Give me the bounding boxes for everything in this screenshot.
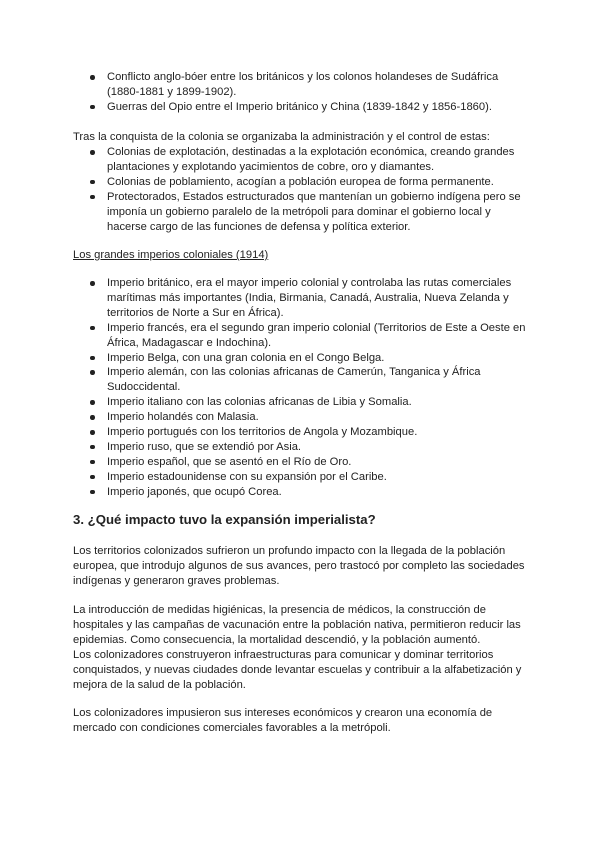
section-title: 3. ¿Qué impacto tuvo la expansión imperialista? [73, 512, 376, 527]
list-item: Imperio Belga, con una gran colonia en el Congo Belga. [73, 351, 533, 366]
list-item: Imperio ruso, que se extendió por Asia. [73, 440, 533, 455]
list-item: Imperio estadounidense con su expansión por el Caribe. [73, 470, 533, 485]
empires-heading: Los grandes imperios coloniales (1914) [73, 249, 269, 261]
list-item: Imperio francés, era el segundo gran imperio colonial (Territorios de Este a Oeste en África, Madagascar e Indochina). [73, 321, 533, 351]
conflicts-list [73, 70, 533, 115]
list-item: Guerras del Opio entre el Imperio británico y China (1839-1842 y 1856-1860). [73, 100, 533, 115]
paragraph: Los territorios colonizados sufrieron un profundo impacto con la llegada de la población europea, que introdujo algunos de sus avances, pero trastocó por completo las sociedades indígenas y generaron graves problemas. [73, 545, 525, 587]
paragraph: Los colonizadores impusieron sus intereses económicos y crearon una economía de mercado con condiciones comerciales favorables a la metrópoli. [73, 707, 493, 734]
empires-list [73, 276, 533, 500]
colony-types-list [73, 145, 533, 234]
list-item: Imperio japonés, que ocupó Corea. [73, 485, 533, 500]
list-item: Imperio español, que se asentó en el Río de Oro. [73, 455, 533, 470]
list-item: Conflicto anglo-bóer entre los británicos y los colonos holandeses de Sudáfrica (1880-1881 y 1899-1902). [73, 70, 533, 100]
paragraph: Los colonizadores construyeron infraestructuras para comunicar y dominar territorios conquistados, y nuevas ciudades donde levantar escuelas y contribuir a la alfabetización y mejora de la salud de la población. [73, 649, 522, 691]
list-item: Imperio británico, era el mayor imperio colonial y controlaba las rutas comerciales marítimas más importantes (India, Birmania, Canadá, Australia, Nueva Zelanda y territorios de Norte a Sur en África). [73, 276, 533, 321]
list-item: Colonias de poblamiento, acogían a población europea de forma permanente. [73, 175, 533, 190]
paragraph: La introducción de medidas higiénicas, la presencia de médicos, la construcción de hospitales y las campañas de vacunación entre la población nativa, permitieron reducir las epidemias. Como consecuencia, la mortalidad descendió, y la población aumentó. [73, 604, 521, 646]
admin-intro: Tras la conquista de la colonia se organizaba la administración y el control de estas: [73, 131, 490, 143]
list-item: Imperio holandés con Malasia. [73, 410, 533, 425]
list-item: Imperio alemán, con las colonias africanas de Camerún, Tanganica y África Sudoccidental. [73, 365, 533, 395]
list-item: Imperio italiano con las colonias africanas de Libia y Somalia. [73, 395, 533, 410]
list-item: Colonias de explotación, destinadas a la explotación económica, creando grandes plantaciones y explotando yacimientos de cobre, oro y diamantes. [73, 145, 533, 175]
list-item: Imperio portugués con los territorios de Angola y Mozambique. [73, 425, 533, 440]
list-item: Protectorados, Estados estructurados que mantenían un gobierno indígena pero se imponía un gobierno paralelo de la metrópoli para dominar el gobierno local y hacerse cargo de las funciones de defensa y política exterior. [73, 190, 533, 235]
